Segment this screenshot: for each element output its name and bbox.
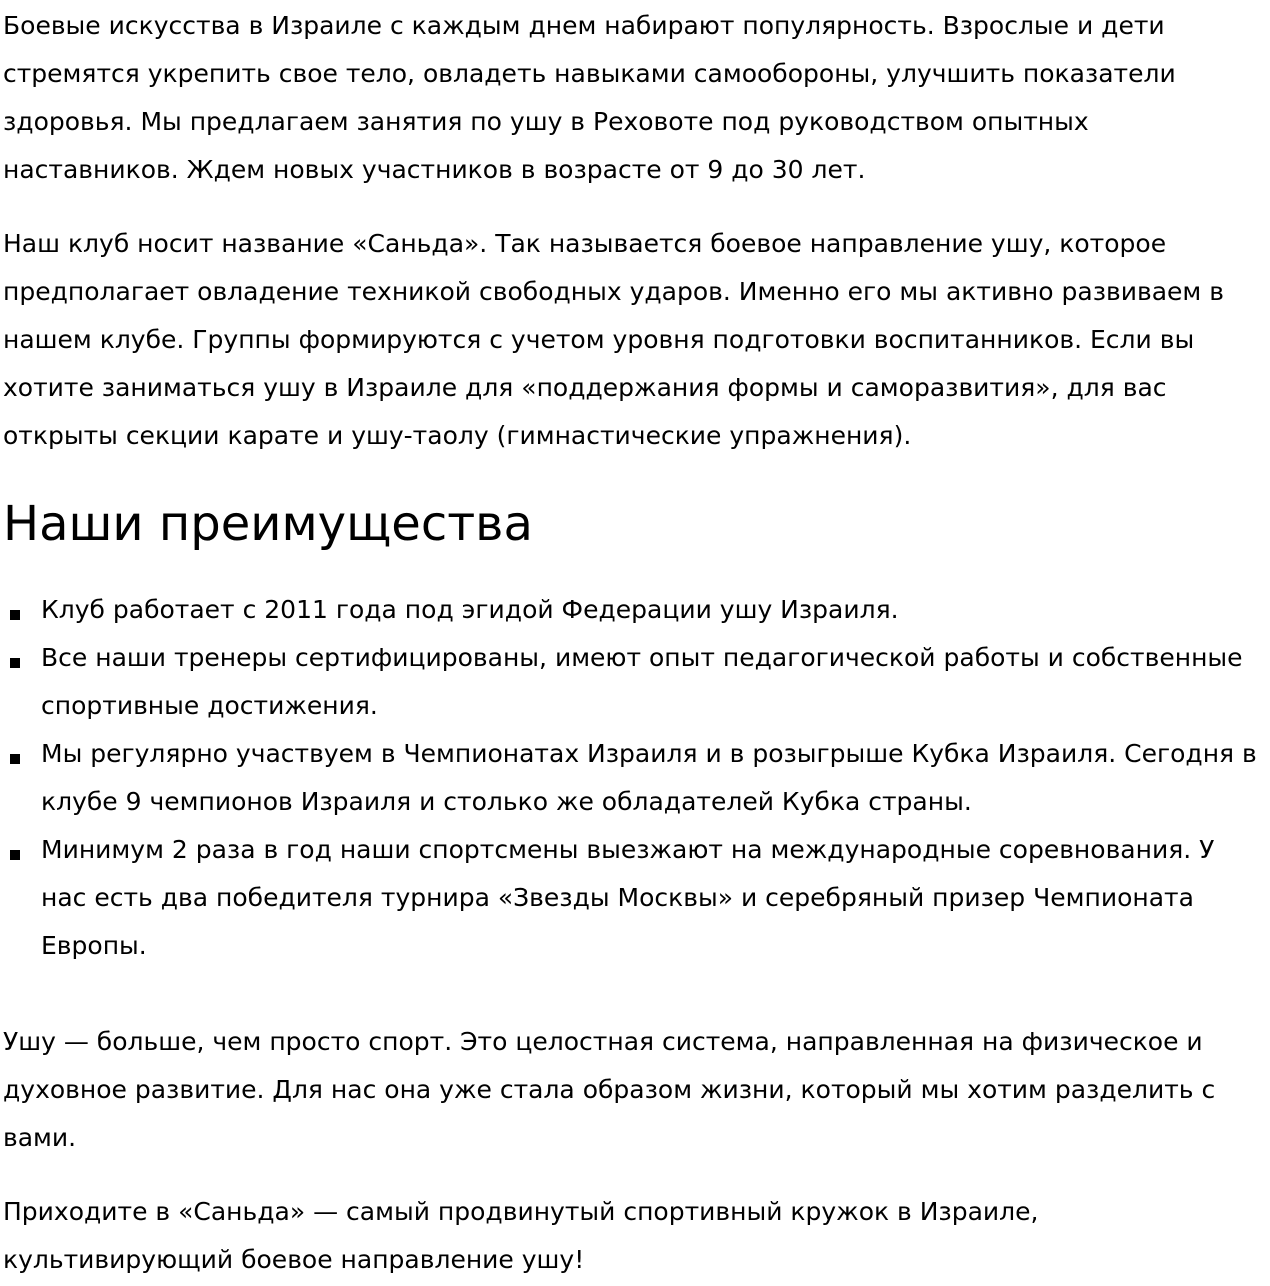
advantage-item <box>3 634 1267 730</box>
advantage-text: Клуб работает с 2011 года под эгидой Федерации ушу Израиля. <box>41 595 899 624</box>
square-bullet-icon <box>10 658 20 668</box>
philosophy-paragraph: Ушу — больше, чем просто спорт. Это целостная система, направленная на физическое и духовное развитие. Для нас она уже стала образом жизни, который мы хотим разделить с вами. <box>3 1027 1216 1152</box>
advantage-item <box>3 826 1267 970</box>
advantage-item <box>3 586 1267 634</box>
invitation-paragraph: Приходите в «Саньда» — самый продвинутый спортивный кружок в Израиле, культивирующий боевое направление ушу! <box>3 1197 1039 1274</box>
advantages-list <box>3 586 1267 970</box>
square-bullet-icon <box>10 610 20 620</box>
square-bullet-icon <box>10 754 20 764</box>
article <box>3 2 1267 1284</box>
advantage-text: Все наши тренеры сертифицированы, имеют опыт педагогической работы и собственные спортивные достижения. <box>41 643 1243 720</box>
square-bullet-icon <box>10 850 20 860</box>
intro-paragraph: Боевые искусства в Израиле с каждым днем набирают популярность. Взрослые и дети стремятся укрепить свое тело, овладеть навыками самообороны, улучшить показатели здоровья. Мы предлагаем занятия по ушу в Реховоте под руководством опытных наставников. Ждем новых участников в возрасте от 9 до 30 лет. <box>3 11 1176 184</box>
advantages-heading: Наши преимущества <box>3 496 533 552</box>
club-description-paragraph: Наш клуб носит название «Саньда». Так называется боевое направление ушу, которое предполагает овладение техникой свободных ударов. Именно его мы активно развиваем в нашем клубе. Группы формируются с учетом уровня подготовки воспитанников. Если вы хотите заниматься ушу в Израиле для «поддержания формы и саморазвития», для вас открыты секции карате и ушу-таолу (гимнастические упражнения). <box>3 229 1224 450</box>
advantage-text: Мы регулярно участвуем в Чемпионатах Израиля и в розыгрыше Кубка Израиля. Сегодня в клубе 9 чемпионов Израиля и столько же обладателей Кубка страны. <box>41 739 1257 816</box>
advantage-text: Минимум 2 раза в год наши спортсмены выезжают на международные соревнования. У нас есть два победителя турнира «Звезды Москвы» и серебряный призер Чемпионата Европы. <box>41 835 1215 960</box>
advantage-item <box>3 730 1267 826</box>
